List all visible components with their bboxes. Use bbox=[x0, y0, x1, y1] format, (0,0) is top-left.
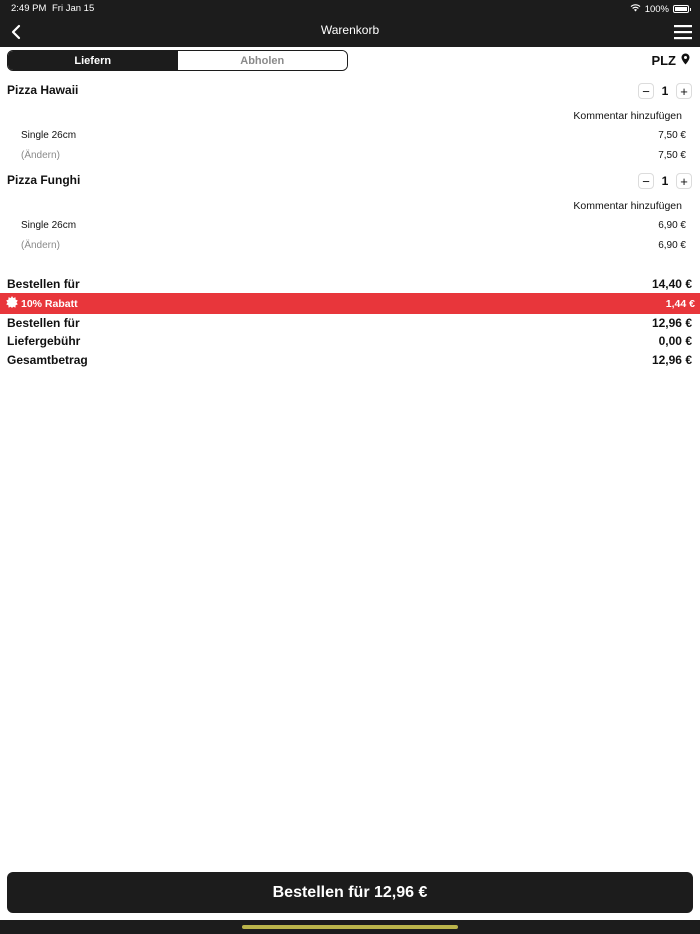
item-line-price: 7,50 € bbox=[658, 150, 686, 161]
item-variant: Single 26cm bbox=[21, 220, 77, 231]
after-discount-label: Bestellen für bbox=[7, 316, 80, 330]
discount-label: 10% Rabatt bbox=[21, 297, 78, 310]
status-time: 2:49 PM bbox=[11, 3, 47, 14]
cart-item-name: Pizza Hawaii bbox=[7, 83, 79, 97]
delivery-fee-value: 0,00 € bbox=[658, 334, 692, 348]
quantity-stepper bbox=[638, 173, 692, 189]
change-item-link[interactable]: (Ändern) bbox=[21, 240, 60, 251]
bottom-bar bbox=[0, 920, 700, 934]
add-comment-link[interactable]: Kommentar hinzufügen bbox=[573, 200, 682, 212]
delivery-mode-toggle bbox=[7, 50, 348, 71]
status-indicators bbox=[630, 3, 689, 15]
increase-quantity-button[interactable]: + bbox=[676, 173, 692, 189]
postal-code-label: PLZ bbox=[651, 53, 676, 68]
item-variant-price: 7,50 € bbox=[658, 130, 686, 141]
tab-abholen[interactable]: Abholen bbox=[178, 51, 348, 70]
after-discount-row bbox=[7, 316, 692, 330]
page-title: Warenkorb bbox=[320, 23, 380, 37]
subtotal-row bbox=[7, 277, 692, 291]
battery-percent: 100% bbox=[644, 3, 669, 15]
subtotal-label: Bestellen für bbox=[7, 277, 80, 291]
decrease-quantity-button[interactable]: − bbox=[638, 173, 654, 189]
home-indicator[interactable] bbox=[242, 925, 458, 929]
quantity-stepper bbox=[638, 83, 692, 99]
delivery-fee-label: Liefergebühr bbox=[7, 334, 81, 348]
status-date: Fri Jan 15 bbox=[52, 3, 95, 14]
discount-badge-icon bbox=[6, 296, 18, 311]
discount-label-group bbox=[6, 296, 78, 311]
total-value: 12,96 € bbox=[651, 353, 692, 367]
quantity-value: 1 bbox=[661, 174, 669, 188]
location-pin-icon bbox=[681, 53, 690, 68]
battery-icon bbox=[673, 5, 689, 13]
decrease-quantity-button[interactable]: − bbox=[638, 83, 654, 99]
tab-liefern[interactable]: Liefern bbox=[8, 51, 178, 70]
discount-value: 1,44 € bbox=[665, 297, 695, 310]
total-row bbox=[7, 353, 692, 367]
discount-row bbox=[0, 293, 700, 314]
hamburger-menu-icon bbox=[672, 29, 694, 46]
delivery-fee-row bbox=[7, 334, 692, 348]
item-line-price: 6,90 € bbox=[658, 240, 686, 251]
subtotal-value: 14,40 € bbox=[651, 277, 692, 291]
postal-code-button[interactable] bbox=[651, 53, 690, 68]
total-label: Gesamtbetrag bbox=[7, 353, 88, 367]
increase-quantity-button[interactable]: + bbox=[676, 83, 692, 99]
menu-button[interactable] bbox=[672, 22, 694, 42]
wifi-icon bbox=[630, 3, 641, 15]
place-order-button[interactable]: Bestellen für 12,96 € bbox=[7, 872, 693, 913]
item-variant: Single 26cm bbox=[21, 130, 77, 141]
item-variant-price: 6,90 € bbox=[658, 220, 686, 231]
change-item-link[interactable]: (Ändern) bbox=[21, 150, 60, 161]
cart-item-name: Pizza Funghi bbox=[7, 173, 81, 187]
add-comment-link[interactable]: Kommentar hinzufügen bbox=[573, 110, 682, 122]
quantity-value: 1 bbox=[661, 84, 669, 98]
after-discount-value: 12,96 € bbox=[651, 316, 692, 330]
navigation-bar bbox=[0, 0, 700, 47]
